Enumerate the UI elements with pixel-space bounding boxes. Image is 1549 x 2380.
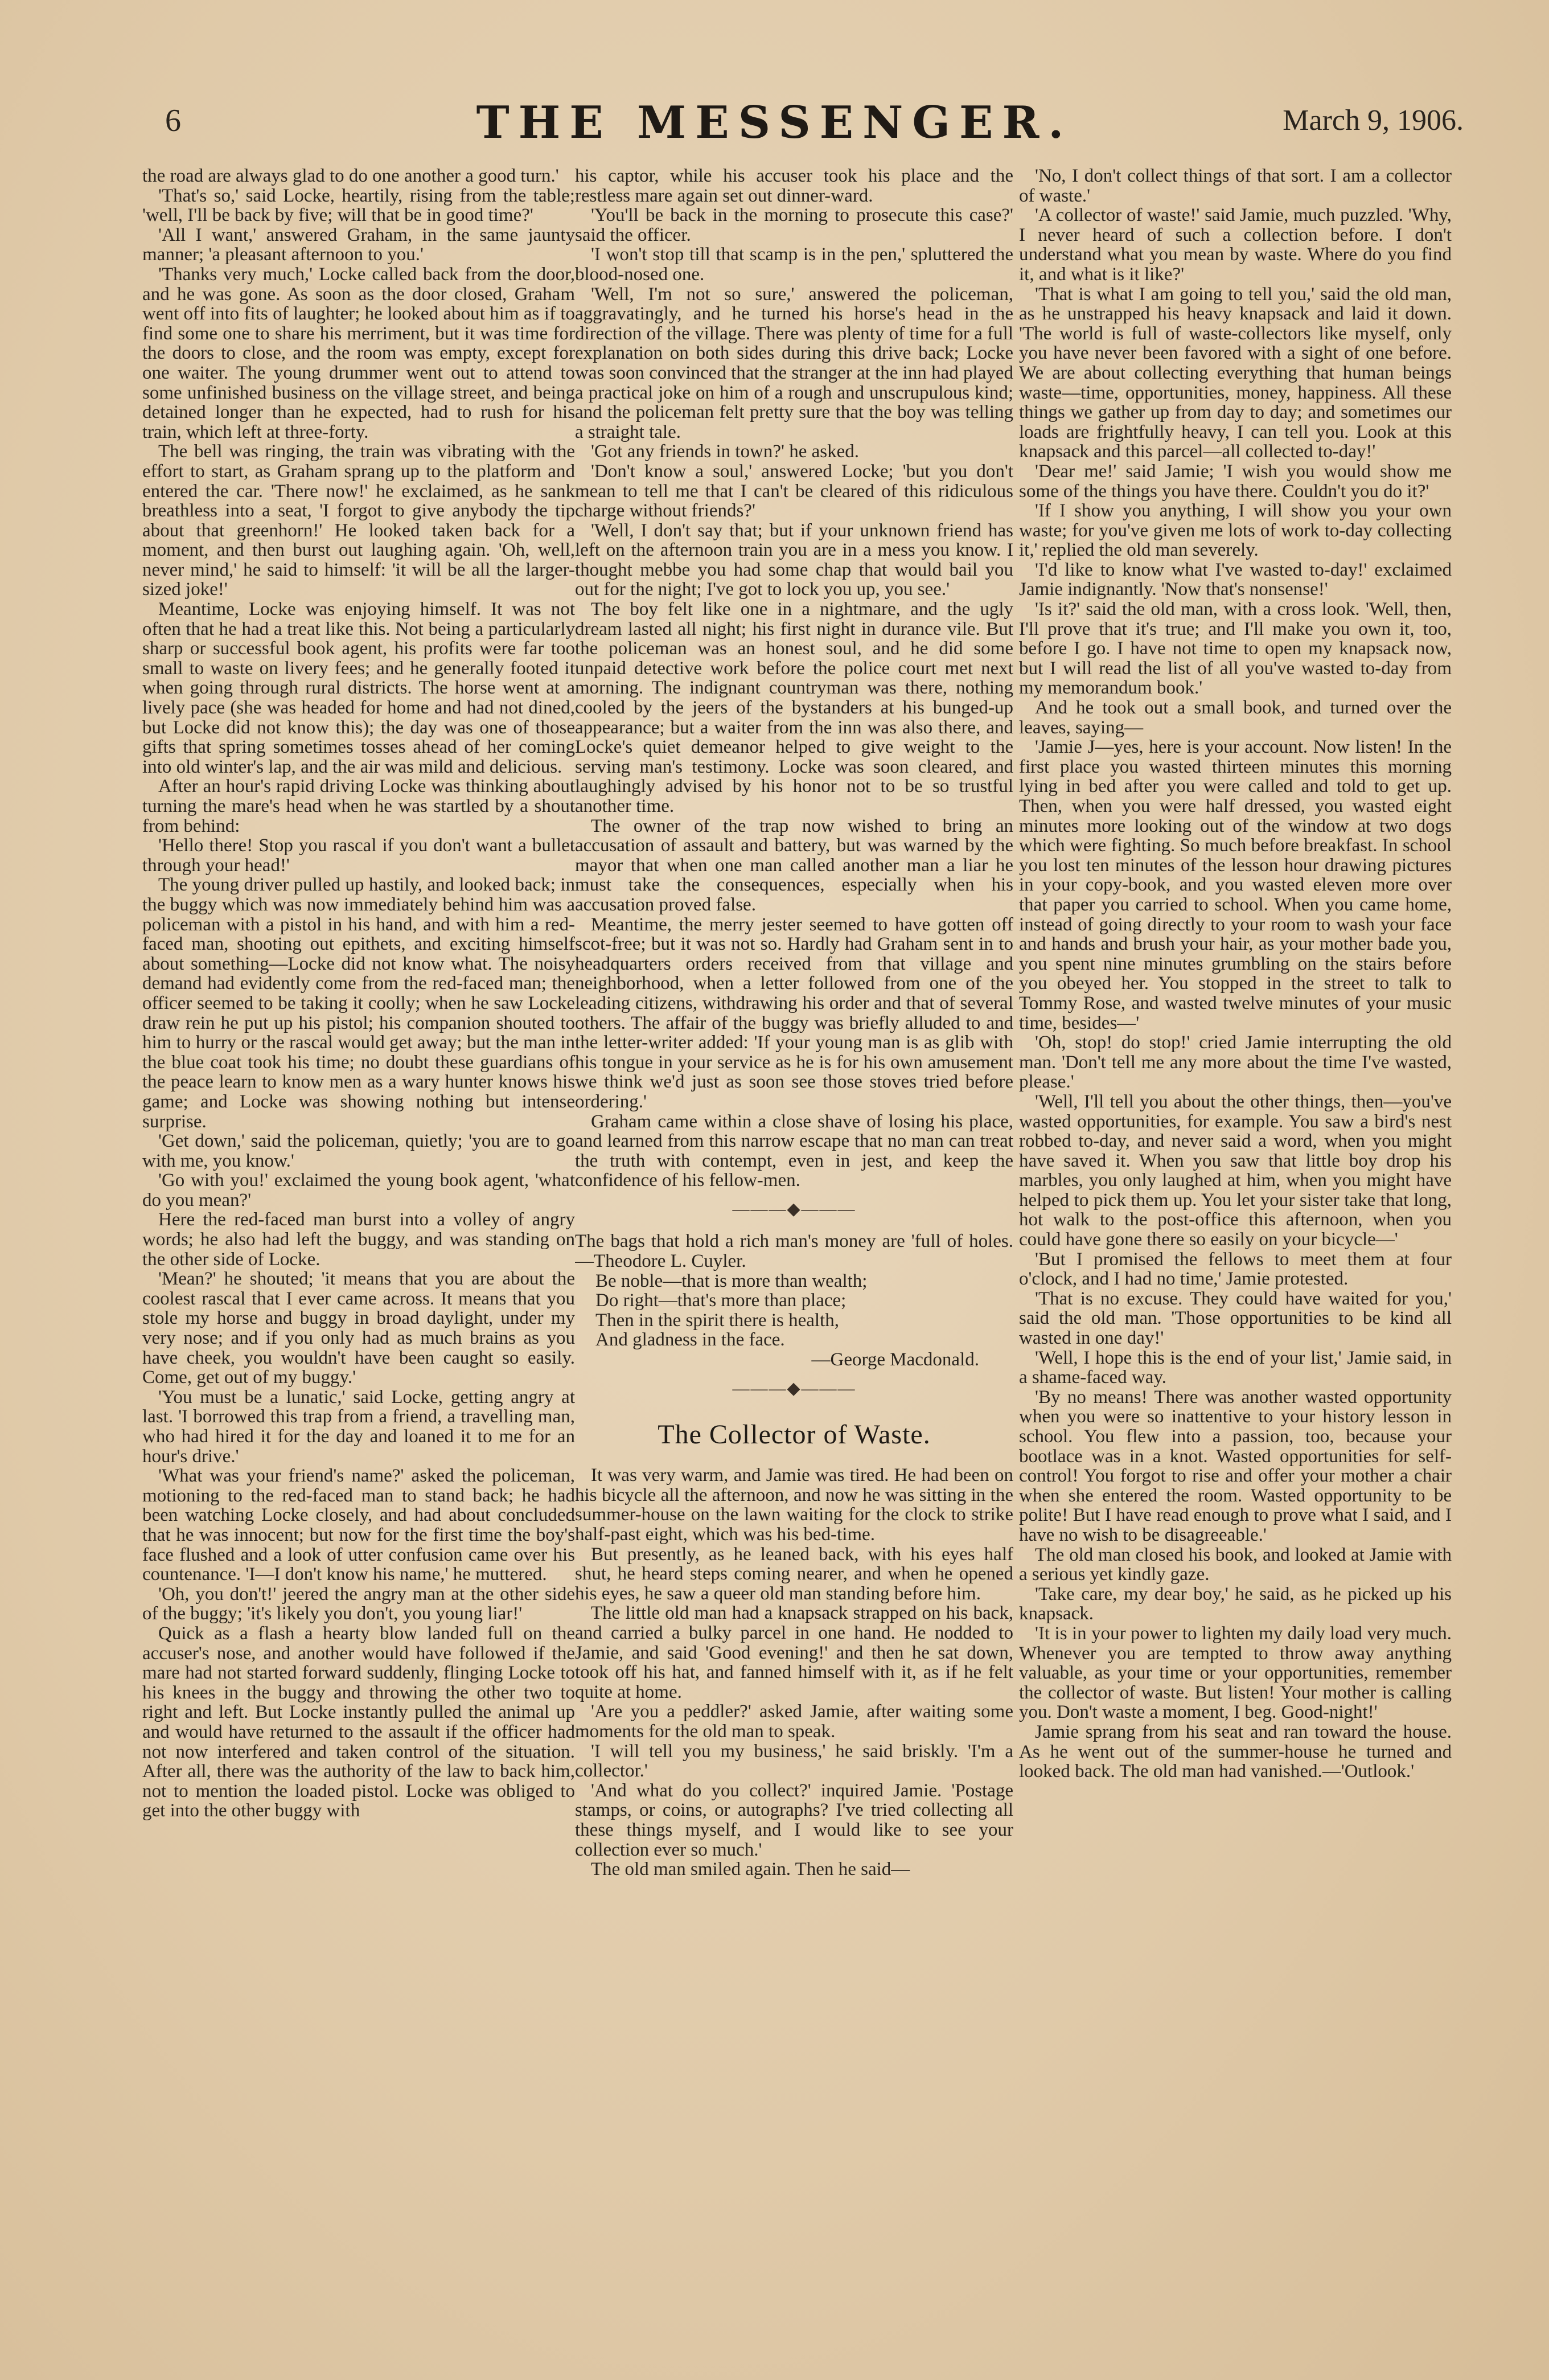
paragraph: 'By no means! There was another wasted opportunity when you were so inattentive to your history lesson in school. You flew into a passion, too, because your bootlace was in a knot. Wasted opportunities for self-control! You forgot to rise and offer your mother a chair when she entered the room. Wasted opportunity to be polite! But I have read enough to prove what I said, and I have no wish to be disagreeable.' — [1019, 1386, 1452, 1545]
poem-block — [575, 1232, 1013, 1369]
poem-line: And gladness in the face. — [595, 1329, 785, 1351]
paragraph: 'You must be a lunatic,' said Locke, getting angry at last. 'I borrowed this trap from a friend, a travelling man, who had hired it for the day and loaned it to me for an hour's drive.' — [142, 1386, 575, 1467]
page-header — [0, 97, 1549, 165]
paragraph: Jamie sprang from his seat and ran toward the house. As he went out of the summer-house he turned and looked back. The old man had vanished.—'Outlook.' — [1019, 1721, 1452, 1782]
paragraph: 'A collector of waste!' said Jamie, much puzzled. 'Why, I never heard of such a collection before. I don't understand what you mean by waste. Where do you find it, and what is it like?' — [1019, 205, 1452, 285]
paragraph: It was very warm, and Jamie was tired. He had been on his bicycle all the afternoon, and now he was sitting in the summer-house on the lawn waiting for the clock to strike half-past eight, which was his bed-time. — [575, 1465, 1013, 1545]
paragraph: 'Thanks very much,' Locke called back from the door, and he was gone. As soon as the door closed, Graham went off into fits of laughter; he looked about him as if to find some one to share his merriment, but it was time for the doors to close, and the room was empty, except for one waiter. The young drummer went out to attend to some unfinished business on the village street, and being detained longer than he expected, had to rush for his train, which left at three-forty. — [142, 264, 575, 442]
paragraph: 'Mean?' he shouted; 'it means that you are about the coolest rascal that I ever came across. It means that you stole my horse and buggy in broad daylight, under my very nose; and if you only had as much brains as you have cheek, you wouldn't have been caught so easily. Come, get out of my buggy.' — [142, 1269, 575, 1388]
paragraph: 'It is in your power to lighten my daily load very much. Whenever you are tempted to throw away anything valuable, as your time or your opportunities, remember the collector of waste. But listen! Your mother is calling you. Don't waste a moment, I beg. Good-night!' — [1019, 1623, 1452, 1723]
paragraph: 'That's so,' said Locke, heartily, rising from the table; 'well, I'll be back by five; will that be in good time?' — [142, 185, 575, 226]
paragraph: 'Don't know a soul,' answered Locke; 'but you don't mean to tell me that I can't be cleared of this ridiculous charge without friends?' — [575, 461, 1013, 522]
poem-line: Then in the spirit there is health, — [595, 1310, 839, 1331]
paragraph: 'Dear me!' said Jamie; 'I wish you would show me some of the things you have there. Couldn't you do it?' — [1019, 461, 1452, 502]
paragraph: Quick as a flash a hearty blow landed full on the accuser's nose, and another would have followed if the mare had not started forward suddenly, flinging Locke to his knees in the buggy and throwing the other two to right and left. But Locke instantly pulled the animal up and would have returned to the assault if the officer had not now interfered and taken control of the situation. After all, there was the authority of the law to back him, not to mention the loaded pistol. Locke was obliged to get into the other buggy with — [142, 1623, 575, 1821]
paragraph: 'Are you a peddler?' asked Jamie, after waiting some moments for the old man to speak. — [575, 1701, 1013, 1742]
paragraph: The bell was ringing, the train was vibrating with the effort to start, as Graham sprang up to the platform and entered the car. 'There now!' he exclaimed, as he sank breathless into a seat, 'I forgot to give anybody the tip about that greenhorn!' He looked taken back for a moment, and then burst out laughing again. 'Oh, well, never mind,' he said to himself: 'it will be all the larger-sized joke!' — [142, 441, 575, 600]
paragraph: 'Well, I hope this is the end of your list,' Jamie said, in a shame-faced way. — [1019, 1347, 1452, 1388]
paragraph: Here the red-faced man burst into a volley of angry words; he also had left the buggy, and was standing on the other side of Locke. — [142, 1209, 575, 1270]
paragraph: But presently, as he leaned back, with his eyes half shut, he heard steps coming nearer, and when he opened his eyes, he saw a queer old man standing before him. — [575, 1544, 1013, 1604]
paragraph: The little old man had a knapsack strapped on his back, and carried a bulky parcel in one hand. He nodded to Jamie, and said 'Good evening!' and then he sat down, took off his hat, and fanned himself with it, as if he felt quite at home. — [575, 1603, 1013, 1702]
column-2 — [575, 166, 1013, 2341]
paragraph: his captor, while his accuser took his place and the restless mare again set out dinner-ward. — [575, 166, 1013, 206]
story-body — [575, 1466, 1013, 1879]
paragraph: 'Take care, my dear boy,' he said, as he picked up his knapsack. — [1019, 1583, 1452, 1624]
column-1 — [142, 166, 575, 2341]
paragraph: 'But I promised the fellows to meet them at four o'clock, and I had no time,' Jamie protested. — [1019, 1249, 1452, 1290]
paragraph: 'No, I don't collect things of that sort. I am a collector of waste.' — [1019, 166, 1452, 206]
masthead: THE MESSENGER. — [476, 97, 1073, 149]
paragraph: 'All I want,' answered Graham, in the same jaunty manner; 'a pleasant afternoon to you.' — [142, 224, 575, 265]
paragraph: 'That is no excuse. They could have waited for you,' said the old man. 'Those opportunities to be kind all wasted in one day!' — [1019, 1288, 1452, 1349]
poem-line: Be noble—that is more than wealth; — [595, 1270, 868, 1291]
paragraph: 'If I show you anything, I will show you your own waste; for you've given me lots of work to-day collecting it,' replied the old man severely. — [1019, 500, 1452, 561]
paragraph: 'Well, I'm not so sure,' answered the policeman, aggravatingly, and he turned his horse's head in the direction of the village. There was plenty of time for a full explanation on both sides during this drive back; Locke was soon convinced that the stranger at the inn had played a practical joke on him of a rough and unscrupulous kind; and the policeman felt pretty sure that the boy was telling a straight tale. — [575, 284, 1013, 442]
paragraph: 'Oh, you don't!' jeered the angry man at the other side of the buggy; 'it's likely you don't, you young liar!' — [142, 1583, 575, 1624]
column-3 — [1019, 166, 1452, 2341]
paragraph: The owner of the trap now wished to bring an accusation of assault and battery, but was warned by the mayor that when one man called another man a liar he must take the consequences, especially when his accusation proved false. — [575, 815, 1013, 915]
poem-author: —George Macdonald. — [811, 1349, 979, 1370]
paragraph: 'Got any friends in town?' he asked. — [591, 441, 860, 462]
paragraph: Meantime, the merry jester seemed to have gotten off scot-free; but it was not so. Hardly had Graham sent in to headquarters orders received from that village and neighborhood, when a letter followed from one of the leading citizens, withdrawing his order and that of several others. The affair of the buggy was briefly alluded to and the letter-writer added: 'If your young man is as glib with his tongue in your service as he is for his own amusement we think we'd just as soon see those stoves tried before ordering.' — [575, 914, 1013, 1112]
paragraph: 'You'll be back in the morning to prosecute this case?' said the officer. — [575, 205, 1013, 245]
paragraph: 'Oh, stop! do stop!' cried Jamie interrupting the old man. 'Don't tell me any more about the time I've wasted, please.' — [1019, 1032, 1452, 1093]
paragraph: And he took out a small book, and turned over the leaves, saying— — [1019, 697, 1452, 738]
page-number: 6 — [165, 103, 181, 138]
story-title: The Collector of Waste. — [658, 1419, 931, 1450]
poem-line: Do right—that's more than place; — [595, 1290, 847, 1311]
paragraph: 'Get down,' said the policeman, quietly; 'you are to go with me, you know.' — [142, 1131, 575, 1171]
divider-ornament: ———◆——— — [732, 1199, 856, 1218]
paragraph: The boy felt like one in a nightmare, and the ugly dream lasted all night; his first night in durance vile. But the policeman was an honest soul, and he did some unpaid detective work before the police court met next morning. The indignant countryman was there, nothing cooled by the jeers of the bystanders at his bunged-up appearance; but a waiter from the inn was also there, and Locke's quiet demeanor helped to give weight to the serving man's testimony. Locke was soon cleared, and laughingly advised by his honor not to be so trustful another time. — [575, 599, 1013, 816]
paragraph: 'Jamie J—yes, here is your account. Now listen! In the first place you wasted thirteen minutes this morning lying in bed after you were called and told to get up. Then, when you were half dressed, you wasted eight minutes more looking out of the window at two dogs which were fighting. So much before breakfast. In school you lost ten minutes of the lesson hour drawing pictures in your copy-book, and you wasted eleven more over that paper you carried to school. When you came home, instead of going directly to your room to wash your face and hands and brush your hair, as your mother bade you, you spent nine minutes grumbling on the stairs before you obeyed her. You stopped in the street to talk to Tommy Rose, and wasted twelve minutes of your music time, besides—' — [1019, 737, 1452, 1033]
paragraph: 'What was your friend's name?' asked the policeman, motioning to the red-faced man to stand back; he had been watching Locke closely, and had about concluded that he was innocent; but now for the first time the boy's face flushed and a look of utter confusion came over his countenance. 'I—I don't know his name,' he muttered. — [142, 1466, 575, 1585]
divider-ornament: ———◆——— — [732, 1378, 856, 1398]
paragraph: The young driver pulled up hastily, and looked back; in the buggy which was now immediately behind him was a policeman with a pistol in his hand, and with him a red-faced man, shooting out epithets, and exciting himself about something—Locke did not know what. The noisy demand had evidently come from the red-faced man; the officer seemed to be taking it coolly; when he saw Locke draw rein he put up his pistol; his companion shouted to him to hurry or the rascal would get away; but the man in the blue coat took his time; no doubt these guardians of the peace learn to know men as a wary hunter knows his game; and Locke was showing nothing but intense surprise. — [142, 875, 575, 1132]
paragraph: 'And what do you collect?' inquired Jamie. 'Postage stamps, or coins, or autographs? I've tried collecting all these things myself, and I would like to see your collection ever so much.' — [575, 1780, 1013, 1860]
paragraph: The old man closed his book, and looked at Jamie with a serious yet kindly gaze. — [1019, 1544, 1452, 1585]
issue-date: March 9, 1906. — [1283, 104, 1464, 137]
story-continuation — [575, 166, 1013, 1191]
paragraph: 'Hello there! Stop you rascal if you don't want a bullet through your head!' — [142, 835, 575, 876]
paragraph: 'Well, I don't say that; but if your unknown friend has left on the afternoon train you are in a mess you know. I thought mebbe you had some chap that would bail you out for the night; I've got to lock you up, you see.' — [575, 520, 1013, 600]
paragraph: Meantime, Locke was enjoying himself. It was not often that he had a treat like this. Not being a particularly sharp or successful book agent, his profits were far too small to waste on livery fees; and he generally footed it when going through rural districts. The horse went at a lively pace (she was headed for home and had not dined, but Locke did not know this); the day was one of those gifts that spring sometimes tosses ahead of her coming into old winter's lap, and the air was mild and delicious. — [142, 599, 575, 777]
paragraph: The old man smiled again. Then he said— — [591, 1859, 910, 1880]
paragraph: 'That is what I am going to tell you,' said the old man, as he unstrapped his heavy knapsack and laid it down. 'The world is full of waste-collectors like myself, only you have never been favored with a sight of one before. We are about collecting everything that human beings waste—time, opportunities, money, happiness. All these things we gather up from day to day; and sometimes our loads are frightfully heavy, I can tell you. Look at this knapsack and this parcel—all collected to-day!' — [1019, 284, 1452, 462]
paragraph: 'Go with you!' exclaimed the young book agent, 'what do you mean?' — [142, 1170, 575, 1210]
paragraph: After an hour's rapid driving Locke was thinking about turning the mare's head when he was startled by a shout from behind: — [142, 776, 575, 836]
paragraph: the road are always glad to do one another a good turn.' — [142, 166, 559, 186]
paragraph: 'I'd like to know what I've wasted to-day!' exclaimed Jamie indignantly. 'Now that's nonsense!' — [1019, 559, 1452, 600]
paragraph: 'Is it?' said the old man, with a cross look. 'Well, then, I'll prove that it's true; and I'll make you own it, too, before I go. I have not time to open my knapsack now, but I will read the list of all you've wasted to-day from my memorandum book.' — [1019, 599, 1452, 699]
paragraph: 'I will tell you my business,' he said briskly. 'I'm a collector.' — [575, 1741, 1013, 1782]
paragraph: 'I won't stop till that scamp is in the pen,' spluttered the blood-nosed one. — [575, 244, 1013, 285]
poem-line: The bags that hold a rich man's money are 'full of holes.—Theodore L. Cuyler. — [575, 1231, 1013, 1272]
paragraph: Graham came within a close shave of losing his place, and learned from this narrow escape that no man can treat the truth with contempt, even in jest, and keep the confidence of his fellow-men. — [575, 1111, 1013, 1191]
paragraph: 'Well, I'll tell you about the other things, then—you've wasted opportunities, for example. You saw a bird's nest robbed to-day, and never said a word, when you might have saved it. When you saw that little boy drop his marbles, you only laughed at him, when you might have helped to pick them up. You let your sister take that long, hot walk to the post-office this afternoon, when you could have gone there so easily on your bicycle—' — [1019, 1091, 1452, 1250]
